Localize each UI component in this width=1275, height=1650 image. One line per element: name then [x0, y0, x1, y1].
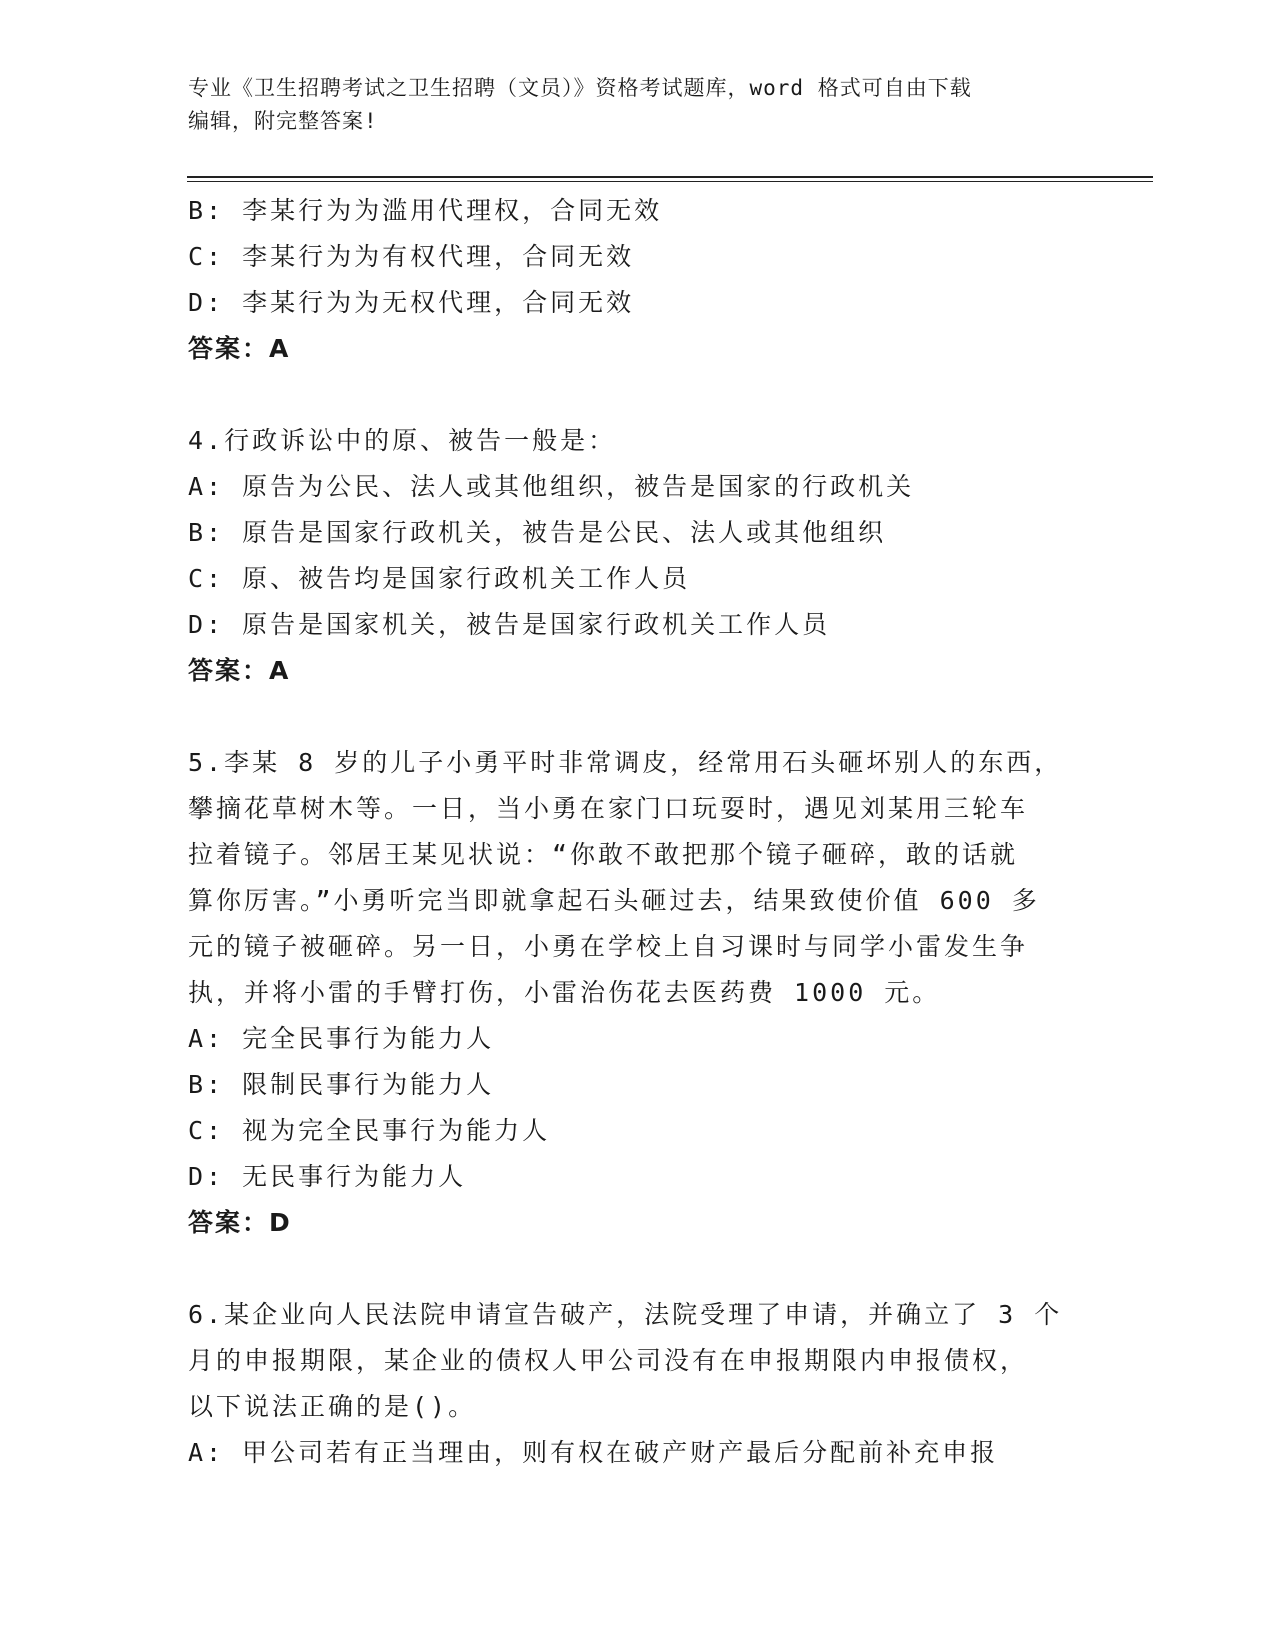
document-body — [188, 188, 1068, 1476]
q5-answer: 答案：D — [188, 1208, 292, 1237]
q4-option-a: A: 原告为公民、法人或其他组织，被告是国家的行政机关 — [188, 472, 915, 501]
q4-option-b: B: 原告是国家行政机关，被告是公民、法人或其他组织 — [188, 518, 887, 547]
q4-option-d: D: 原告是国家机关，被告是国家行政机关工作人员 — [188, 610, 831, 639]
q5-option-a: A: 完全民事行为能力人 — [188, 1024, 495, 1053]
q4-answer: 答案：A — [188, 656, 291, 685]
q5-stem-line: 攀摘花草树木等。一日，当小勇在家门口玩耍时，遇见刘某用三轮车 — [188, 794, 1029, 823]
q6-stem-line: 6.某企业向人民法院申请宣告破产，法院受理了申请，并确立了 3 个 — [188, 1300, 1063, 1329]
header-line-1: 专业《卫生招聘考试之卫生招聘（文员）》资格考试题库，word 格式可自由下载 — [188, 76, 972, 100]
header-line-2: 编辑，附完整答案! — [188, 109, 378, 133]
q3-option-c: C: 李某行为为有权代理，合同无效 — [188, 242, 635, 271]
spacer — [188, 694, 1068, 740]
spacer — [188, 1246, 1068, 1292]
q4-option-c: C: 原、被告均是国家行政机关工作人员 — [188, 564, 691, 593]
q5-stem-line: 拉着镜子。邻居王某见状说：“你敢不敢把那个镜子砸碎，敢的话就 — [188, 840, 1019, 869]
q5-option-b: B: 限制民事行为能力人 — [188, 1070, 495, 1099]
q4-stem: 4.行政诉讼中的原、被告一般是： — [188, 426, 617, 455]
q5-option-c: C: 视为完全民事行为能力人 — [188, 1116, 551, 1145]
q6-option-a: A: 甲公司若有正当理由，则有权在破产财产最后分配前补充申报 — [188, 1438, 999, 1467]
q6-stem-line: 月的申报期限，某企业的债权人甲公司没有在申报期限内申报债权， — [188, 1346, 1029, 1375]
q6-stem-line: 以下说法正确的是()。 — [188, 1392, 477, 1421]
q5-option-d: D: 无民事行为能力人 — [188, 1162, 467, 1191]
header-divider-thick — [187, 176, 1153, 178]
q5-stem-line: 执，并将小雷的手臂打伤，小雷治伤花去医药费 1000 元。 — [188, 978, 941, 1007]
q5-stem-line: 元的镜子被砸碎。另一日，小勇在学校上自习课时与同学小雷发生争 — [188, 932, 1029, 961]
spacer — [188, 372, 1068, 418]
q5-stem-line: 5.李某 8 岁的儿子小勇平时非常调皮，经常用石头砸坏别人的东西， — [188, 748, 1063, 777]
q3-option-d: D: 李某行为为无权代理，合同无效 — [188, 288, 635, 317]
q5-stem-line: 算你厉害。”小勇听完当即就拿起石头砸过去，结果致使价值 600 多 — [188, 886, 1040, 915]
q3-option-b: B: 李某行为为滥用代理权，合同无效 — [188, 196, 663, 225]
q3-answer: 答案：A — [188, 334, 291, 363]
header-divider-thin — [187, 181, 1153, 182]
document-header — [188, 72, 1068, 138]
